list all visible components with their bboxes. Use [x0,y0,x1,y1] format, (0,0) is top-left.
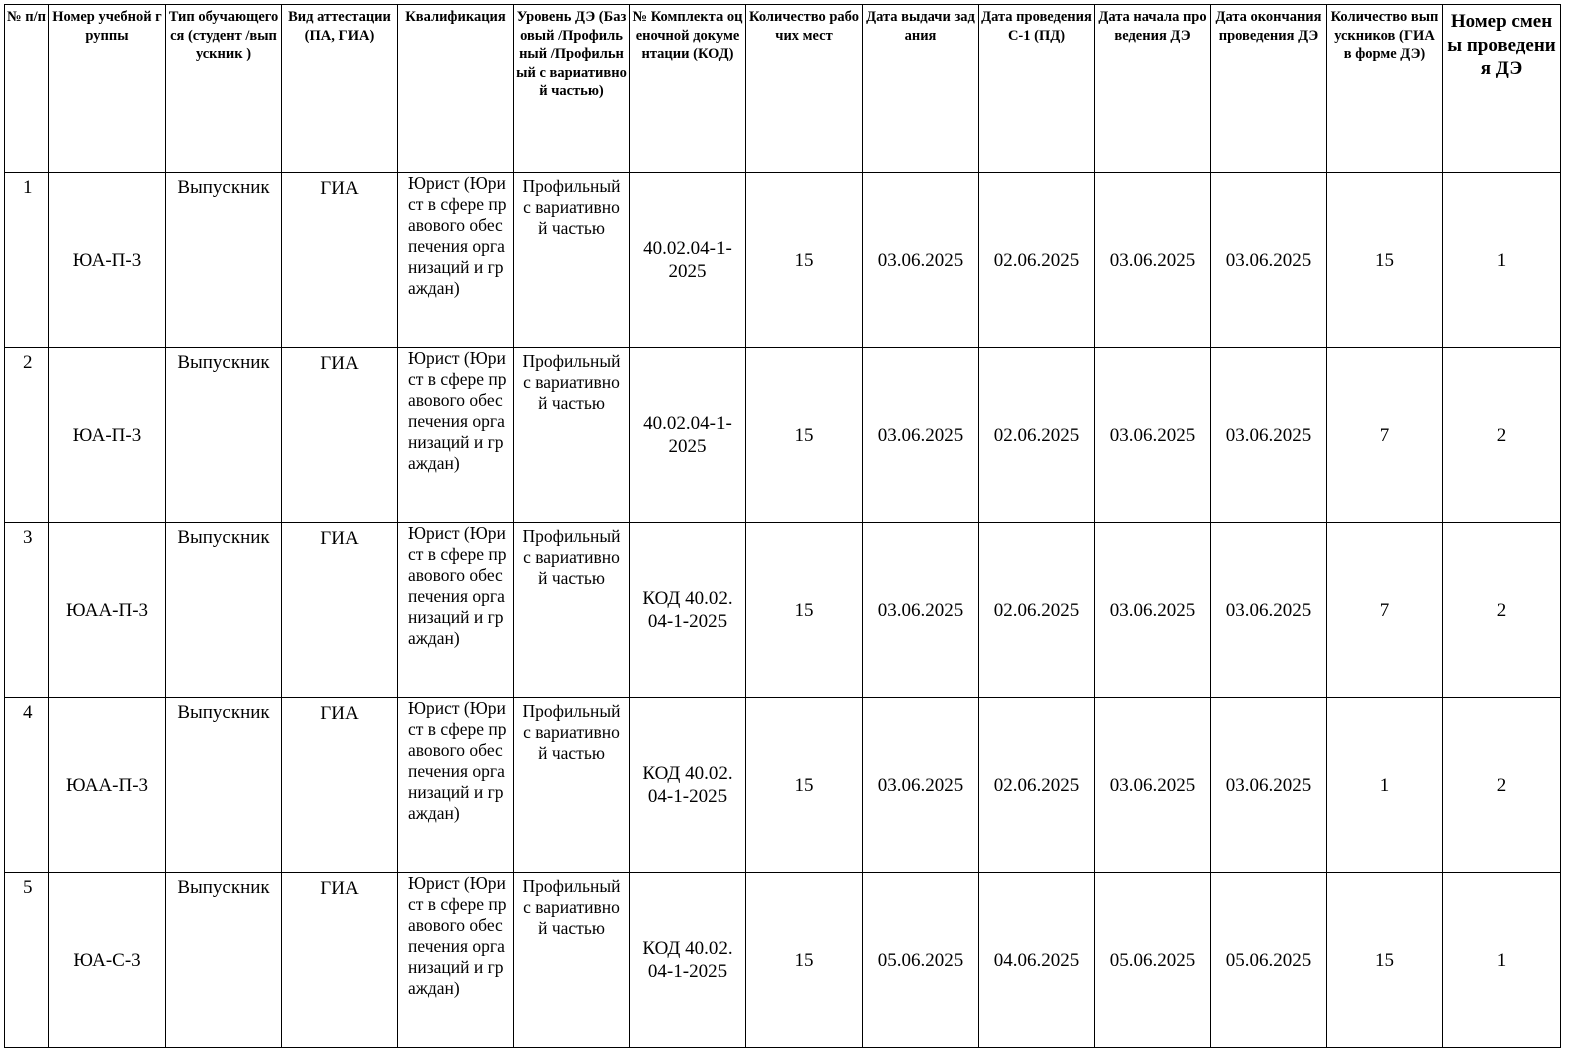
table-row [5,173,1561,348]
header-exam-level: Уровень ДЭ (Базовый /Профильный /Профильный с вариативной частью) [514,5,630,173]
shift-number: 2 [1443,698,1561,873]
header-shift-number: Номер смены проведения ДЭ [1443,5,1561,173]
graduates-count: 7 [1327,348,1443,523]
c1-date: 04.06.2025 [979,873,1095,1048]
header-documentation-code: № Комплекта оценочной документации (КОД) [630,5,746,173]
row-number: 3 [5,523,49,698]
c1-date: 02.06.2025 [979,348,1095,523]
table-header [5,5,1561,173]
start-date: 05.06.2025 [1095,873,1211,1048]
exam-level: Профильный с вариативной частью [514,523,630,698]
group-number: ЮА-С-3 [49,873,166,1048]
issue-date: 03.06.2025 [863,348,979,523]
end-date: 03.06.2025 [1211,698,1327,873]
qualification: Юрист (Юрист в сфере правового обеспечения организаций и граждан) [398,523,514,698]
issue-date: 03.06.2025 [863,698,979,873]
shift-number: 1 [1443,873,1561,1048]
student-type: Выпускник [166,173,282,348]
header-start-date: Дата начала проведения ДЭ [1095,5,1211,173]
end-date: 03.06.2025 [1211,523,1327,698]
exam-level: Профильный с вариативной частью [514,698,630,873]
header-c1-date: Дата проведения С-1 (ПД) [979,5,1095,173]
row-number: 2 [5,348,49,523]
graduates-count: 7 [1327,523,1443,698]
attestation-type: ГИА [282,698,398,873]
graduates-count: 1 [1327,698,1443,873]
end-date: 03.06.2025 [1211,173,1327,348]
header-qualification: Квалификация [398,5,514,173]
c1-date: 02.06.2025 [979,173,1095,348]
qualification: Юрист (Юрист в сфере правового обеспечения организаций и граждан) [398,698,514,873]
group-number: ЮАА-П-3 [49,523,166,698]
group-number: ЮАА-П-3 [49,698,166,873]
start-date: 03.06.2025 [1095,348,1211,523]
group-number: ЮА-П-3 [49,173,166,348]
documentation-code: КОД 40.02.04-1-2025 [630,698,746,873]
student-type: Выпускник [166,873,282,1048]
student-type: Выпускник [166,348,282,523]
documentation-code: КОД 40.02.04-1-2025 [630,873,746,1048]
table-row [5,523,1561,698]
header-row-number: № п/п [5,5,49,173]
issue-date: 03.06.2025 [863,523,979,698]
header-attestation-type: Вид аттестации (ПА, ГИА) [282,5,398,173]
row-number: 5 [5,873,49,1048]
c1-date: 02.06.2025 [979,523,1095,698]
exam-level: Профильный с вариативной частью [514,348,630,523]
table-body [5,173,1561,1048]
workplaces-count: 15 [746,173,863,348]
header-graduates-count: Количество выпускников (ГИА в форме ДЭ) [1327,5,1443,173]
student-type: Выпускник [166,523,282,698]
header-end-date: Дата окончания проведения ДЭ [1211,5,1327,173]
student-type: Выпускник [166,698,282,873]
header-row [5,5,1561,173]
documentation-code: КОД 40.02.04-1-2025 [630,523,746,698]
documentation-code: 40.02.04-1-2025 [630,173,746,348]
issue-date: 03.06.2025 [863,173,979,348]
qualification: Юрист (Юрист в сфере правового обеспечения организаций и граждан) [398,173,514,348]
group-number: ЮА-П-3 [49,348,166,523]
table-row [5,698,1561,873]
end-date: 03.06.2025 [1211,348,1327,523]
attestation-type: ГИА [282,173,398,348]
shift-number: 1 [1443,173,1561,348]
table-row [5,348,1561,523]
graduates-count: 15 [1327,173,1443,348]
start-date: 03.06.2025 [1095,698,1211,873]
row-number: 4 [5,698,49,873]
documentation-code: 40.02.04-1-2025 [630,348,746,523]
header-group-number: Номер учебной группы [49,5,166,173]
workplaces-count: 15 [746,698,863,873]
qualification: Юрист (Юрист в сфере правового обеспечения организаций и граждан) [398,348,514,523]
attestation-type: ГИА [282,873,398,1048]
workplaces-count: 15 [746,873,863,1048]
graduates-count: 15 [1327,873,1443,1048]
header-issue-date: Дата выдачи задания [863,5,979,173]
attestation-type: ГИА [282,348,398,523]
issue-date: 05.06.2025 [863,873,979,1048]
header-workplaces: Количество рабочих мест [746,5,863,173]
shift-number: 2 [1443,348,1561,523]
shift-number: 2 [1443,523,1561,698]
workplaces-count: 15 [746,348,863,523]
start-date: 03.06.2025 [1095,523,1211,698]
header-student-type: Тип обучающегося (студент /выпускник ) [166,5,282,173]
end-date: 05.06.2025 [1211,873,1327,1048]
exam-level: Профильный с вариативной частью [514,873,630,1048]
attestation-type: ГИА [282,523,398,698]
exam-level: Профильный с вариативной частью [514,173,630,348]
start-date: 03.06.2025 [1095,173,1211,348]
exam-schedule-table [4,4,1561,1048]
qualification: Юрист (Юрист в сфере правового обеспечения организаций и граждан) [398,873,514,1048]
table-row [5,873,1561,1048]
workplaces-count: 15 [746,523,863,698]
c1-date: 02.06.2025 [979,698,1095,873]
row-number: 1 [5,173,49,348]
